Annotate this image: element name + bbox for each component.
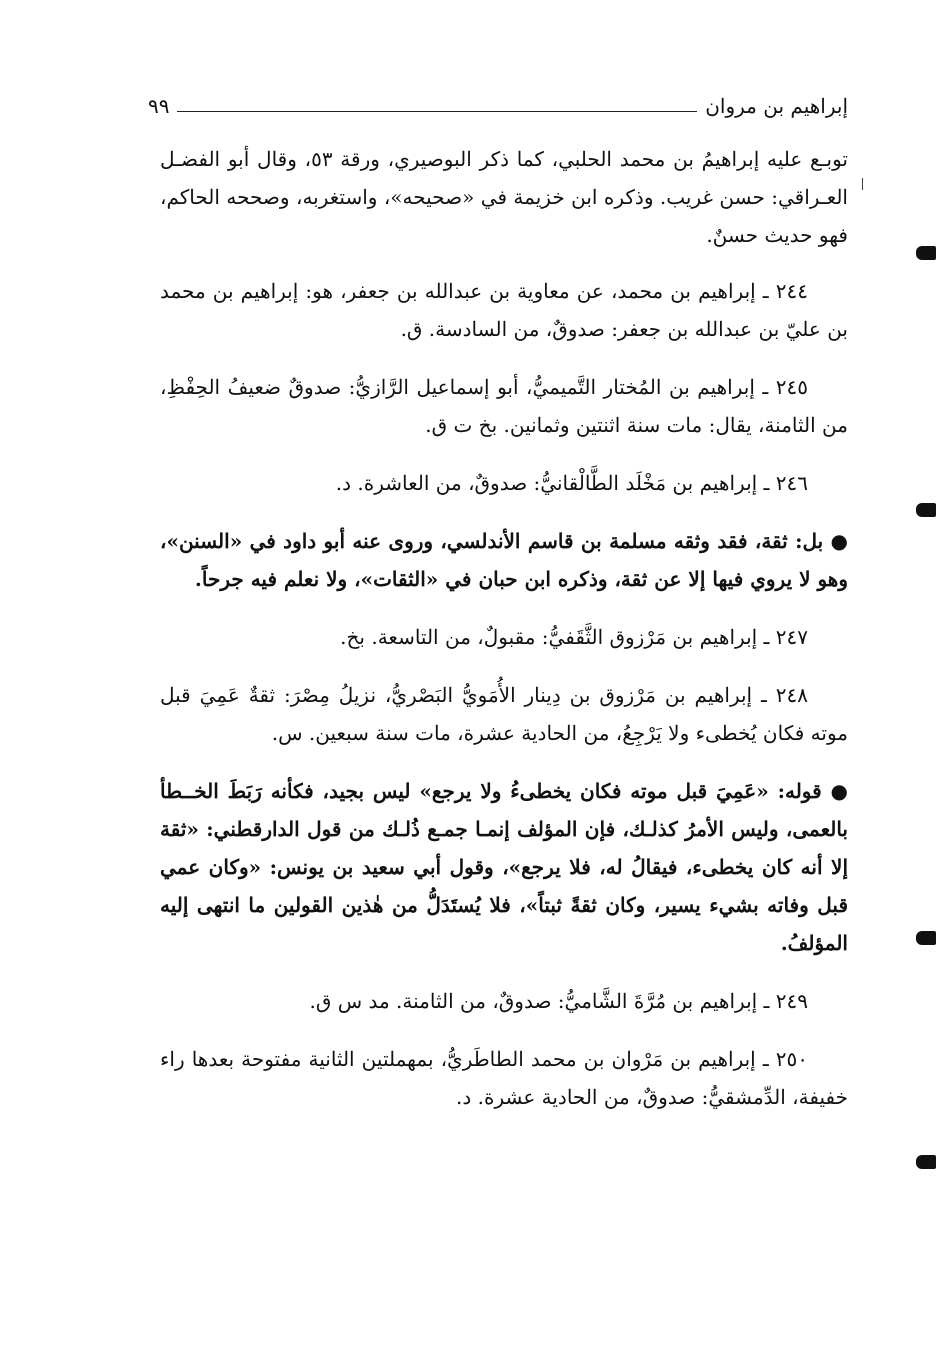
header-rule	[177, 111, 697, 112]
header-title: إبراهيم بن مروان	[705, 94, 848, 118]
entry-249: ٢٤٩ ـ إبراهيم بن مُرَّةَ الشَّاميُّ: صدوقٌ، من الثامنة. مد س ق.	[309, 989, 808, 1013]
comment-paragraph: ● قوله: «عَمِيَ قبل موته فكان يخطىءُ ولا يرجع» ليس بجيد، فكأنه رَبَطَ الخــطأ بالعمى، وليس الأمرُ كذلـك، فإن المؤلف إنمـا جمـع ذُلـك من قول الدارقطني: «ثقة إلا أنه كان يخطىء، فيقالُ له، فلا يرجع»، وقول أبي سعيد بن يونس: «وكان عمي قبل وفاته بشيء يسير، وكان ثقةً ثبتاً»، فلا يُستَدَلُّ من هٰذين القولين ما انتهى إليه المؤلفُ.	[160, 779, 848, 955]
margin-mark	[916, 931, 936, 945]
entry-244: ٢٤٤ ـ إبراهيم بن محمد، عن معاوية بن عبدالله بن جعفر، هو: إبراهيم بن محمد بن عليّ بن عبدالله بن جعفر: صدوقٌ، من السادسة. ق.	[160, 279, 848, 341]
margin-mark	[916, 246, 936, 260]
margin-mark	[916, 503, 936, 517]
page-body	[160, 140, 848, 1136]
entry-248: ٢٤٨ ـ إبراهيم بن مَرْزوق بن دِينار الأُمَويُّ البَصْريُّ، نزيلُ مِصْرَ: ثقةٌ عَمِيَ قبل موته فكان يُخطىء ولا يَرْجِعُ، من الحادية عشرة، مات سنة سبعين. س.	[160, 683, 848, 745]
margin-tick	[862, 178, 863, 190]
entry-246: ٢٤٦ ـ إبراهيم بن مَخْلَد الطَّالْقانيُّ: صدوقٌ، من العاشرة. د.	[335, 471, 808, 495]
page-number: ٩٩	[148, 94, 170, 118]
running-header	[148, 88, 848, 118]
margin-mark	[916, 1155, 936, 1169]
entry-245: ٢٤٥ ـ إبراهيم بن المُختار التَّميميُّ، أبو إسماعيل الرَّازيُّ: صدوقٌ ضعيفُ الحِفْظِ، من الثامنة، يقال: مات سنة اثنتين وثمانين. بخ ت ق.	[160, 375, 848, 437]
entry-247: ٢٤٧ ـ إبراهيم بن مَرْزوق الثَّقَفيُّ: مقبولٌ، من التاسعة. بخ.	[340, 625, 808, 649]
continuation-paragraph: توبـع عليه إبراهيمُ بن محمد الحلبي، كما ذكر البوصيري، ورقة ٥٣، وقال أبو الفضـل العـراقي: حسن غريب. وذكره ابن خزيمة في «صحيحه»، واستغربه، وصححه الحاكم، فهو حديث حسنٌ.	[160, 147, 848, 247]
comment-paragraph: ● بل: ثقة، فقد وثقه مسلمة بن قاسم الأندلسي، وروى عنه أبو داود في «السنن»، وهو لا يروي فيها إلا عن ثقة، وذكره ابن حبان في «الثقات»، ولا نعلم فيه جرحاً.	[160, 529, 848, 591]
entry-250: ٢٥٠ ـ إبراهيم بن مَرْوان بن محمد الطاطَريُّ، بمهملتين الثانية مفتوحة بعدها راء خفيفة، الدِّمشقيُّ: صدوقٌ، من الحادية عشرة. د.	[160, 1047, 848, 1109]
